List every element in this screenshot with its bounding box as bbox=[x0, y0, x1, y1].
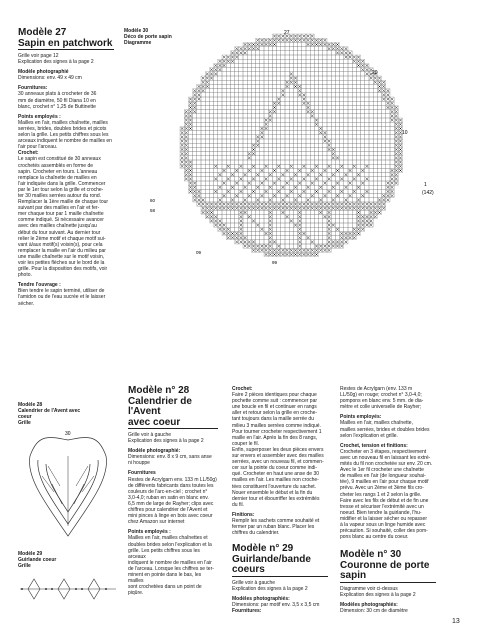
crochet-line: pochette comme suit : commencer par bbox=[232, 398, 318, 405]
crochet-line: tées constituent l'ouverture du sachet. bbox=[232, 483, 317, 490]
crochet-line: remplacer la maille en l'air du milieu par bbox=[18, 247, 106, 254]
crochet-line: Nouer ensemble le début et la fin du bbox=[232, 489, 313, 496]
crochet-line: aller et retour selon la grille en croche- bbox=[232, 410, 318, 417]
crochet-line: mer chaque tour par 1 maille chaînette bbox=[18, 211, 104, 218]
finitions-text bbox=[232, 518, 328, 536]
supplies-line: chiffres pour calendrier de l'Avent et bbox=[128, 507, 208, 514]
photo-heading: Modèle photographié bbox=[18, 69, 69, 76]
row-number: 20 bbox=[372, 70, 378, 76]
sketch-28-subtitle-2: coeur bbox=[18, 414, 32, 420]
crochet-line: couper le fil. bbox=[232, 440, 259, 447]
points-line: serrées, brides, doubles brides et picots bbox=[18, 125, 107, 132]
crochet-line: remplace la chaînette de mailles en bbox=[18, 174, 97, 181]
tendre-line: Bien tendre le sapin terminé, utiliser de bbox=[18, 288, 105, 295]
row-number: 60 bbox=[150, 198, 156, 203]
points-line: sont crochetées dans un point de piqûre. bbox=[128, 584, 202, 597]
right-column bbox=[340, 386, 436, 614]
points-line: l'air pour l'arceau. bbox=[18, 144, 58, 151]
sketches-area bbox=[18, 402, 118, 614]
crochet-text bbox=[232, 392, 328, 508]
supplies-heading: Fournitures: bbox=[232, 608, 262, 615]
meta-line: Explication des signes à la page 2 bbox=[18, 59, 94, 66]
crochet-line: maille en l'air. Après la fin des 8 rangs, bbox=[232, 434, 318, 441]
points-line: doubles brides selon l'explication et la bbox=[128, 541, 212, 548]
model-28-subtitle-2: avec coeur bbox=[128, 418, 218, 430]
points-line: grille. Les petits chiffres sous les arceaux bbox=[128, 547, 200, 560]
crochet-line: tresse et sécuriser l'extrémité avec un bbox=[340, 503, 424, 510]
crochet-line: une maille chaînette sur le motif voisin, bbox=[18, 253, 105, 260]
model-29-subtitle: Guirlande/bande bbox=[232, 553, 311, 565]
crochet-line: suivant par des mailles en l'air et fer- bbox=[18, 205, 100, 212]
sketch-29-title: Modèle 29 bbox=[18, 551, 43, 557]
model-30-subtitle: Couronne de porte bbox=[340, 559, 430, 571]
model-27-subtitle: Sapin en patchwork bbox=[18, 37, 113, 49]
crochet-line: Pour tourner crocheter respectivement 1 bbox=[232, 428, 322, 435]
model-29-subtitle-2: coeurs bbox=[232, 565, 328, 577]
tendre-line: l'amidon ou de l'eau sucrée et le laisser bbox=[18, 294, 106, 301]
supplies-line: mètre et colle universelle de Rayher; bbox=[340, 404, 422, 411]
points-line: de l'arceau. Lorsque les chiffres se ter- bbox=[128, 565, 214, 572]
photo-heading: Modèles photographiés: bbox=[232, 595, 290, 602]
model-30-title: Modèle n° 30 bbox=[340, 549, 402, 561]
crochet-line: une boucle en fil et continuer en rangs bbox=[232, 404, 317, 411]
supplies-line: pompons en blanc env. 5 mm. de dia- bbox=[340, 398, 424, 405]
supplies-line: 6,5 mm de large de Rayher; clips avec bbox=[128, 500, 214, 507]
row-number: 58 bbox=[150, 208, 156, 213]
crochet-line: précaution. Si souhaité, coller des pom- bbox=[340, 528, 428, 535]
crochet-line: du fil. bbox=[232, 501, 244, 508]
crochet-line: l'air indiquée dans la grille. Commencer bbox=[18, 180, 106, 187]
supplies-line: 30 anneaux plats à crocheter de 36 bbox=[18, 91, 97, 98]
tendre-heading: Tendre l'ouvrage : bbox=[18, 282, 61, 289]
crochet-line: Faire avec les fils de début et de fin une bbox=[340, 497, 429, 504]
meta-line: Grille voir page 12 bbox=[18, 53, 59, 59]
points-text bbox=[340, 420, 436, 438]
points-heading: Points employés : bbox=[18, 113, 61, 120]
crochet-text bbox=[18, 156, 114, 278]
crochet-line: photo. bbox=[18, 272, 32, 279]
crochet-line: Crocheter en 3 étapes, respectivement bbox=[340, 448, 427, 455]
photo-line: Dimension: 30 cm de diamètre bbox=[340, 608, 408, 615]
crochet-line: tant toujours dans la maille serrée du bbox=[232, 416, 314, 423]
sketch-29-subtitle: Guirlande coeur bbox=[18, 557, 57, 563]
points-line: minent en pointe dans le bas, les mailles bbox=[128, 571, 202, 585]
model-29-title: Modèle n° 29 bbox=[232, 543, 294, 555]
model-28-subtitle: Calendrier de l'Avent bbox=[128, 395, 192, 417]
supplies-line: 3,0-4,0; ruban en satin en blanc env. bbox=[128, 494, 209, 501]
crochet-line: avec un nouveau fil en laissant les extré- bbox=[340, 454, 431, 461]
crochet-column bbox=[232, 386, 328, 614]
tendre-line: sécher. bbox=[18, 300, 35, 307]
crochet-line: ter 30 mailles serrées autour du rond. bbox=[18, 192, 102, 199]
crochet-line: grille. Pour la disposition des motifs, voir bbox=[18, 266, 108, 273]
meta-line: Diagramme voir ci-dessus bbox=[340, 585, 398, 592]
supplies-text bbox=[340, 386, 436, 410]
meta-line: Grille voir à gauche bbox=[128, 432, 172, 438]
supplies-line: mm de diamètre, 50 fil Diana 10 en bbox=[18, 97, 96, 104]
crochet-line: début du tour suivant. Au dernier tour bbox=[18, 229, 101, 236]
model-27-column bbox=[18, 28, 114, 307]
crochet-line: dernier tour et ébourriffer les extrémités bbox=[232, 495, 320, 502]
photo-line: Dimensions: par motif env. 3,5 x 3,5 cm bbox=[232, 602, 320, 609]
crochet-line: relier le 2ème motif et chaque motif sui- bbox=[18, 235, 106, 242]
finitions-heading: Finitions: bbox=[232, 511, 255, 518]
supplies-line: chez Amazon sur internet bbox=[128, 519, 185, 526]
crochet-line: serrées, avec un nouveau fil, et commen- bbox=[232, 459, 324, 466]
crochet-heading: Crochet: bbox=[232, 386, 253, 392]
supplies-line: mini pinces à linge en bois avec coeur bbox=[128, 513, 213, 520]
finitions-line: Remplir les sachets comme souhaité et bbox=[232, 517, 320, 524]
photo-line: Dimensions: env. 8 x 9 cm, sans anse bbox=[128, 454, 212, 461]
photo-line: ni houppe bbox=[128, 460, 150, 467]
page-number: 13 bbox=[452, 618, 460, 625]
points-line: arceaux indiquent le nombre de mailles en bbox=[18, 138, 112, 145]
row-number: 09 bbox=[196, 250, 202, 255]
crochet-line: par le 1er tour selon la grille et croche- bbox=[18, 186, 104, 193]
points-heading: Points employés : bbox=[128, 529, 171, 536]
points-text bbox=[128, 535, 218, 596]
supplies-heading: Fournitures bbox=[128, 470, 156, 477]
points-line: selon la grille. Les petits chiffres sous les bbox=[18, 132, 109, 139]
sketch-28-subtitle: Calendrier de l'Avent avec bbox=[18, 408, 81, 414]
points-line: Mailles en l'air, mailles chaînette, bbox=[340, 420, 413, 427]
meta-line: Grille voir à gauche bbox=[232, 579, 276, 586]
sketch-number: 30 bbox=[65, 431, 71, 437]
crochet-line: qué. Crocheter en haut une anse de 30 bbox=[232, 471, 320, 478]
crochet-line: prévu. Avec un 2ème et 3ème fils cro- bbox=[340, 485, 424, 492]
crochet-heading: Crochet: bbox=[18, 150, 39, 157]
crochet-line: sur envers et assembler avec des mailles bbox=[232, 453, 324, 460]
crochet-line: de mailles en l'air (de longueur souhai- bbox=[340, 473, 426, 480]
supplies-line: blanc, crochet n° 1,25 de Buttinette bbox=[18, 103, 96, 110]
diagram-title: Modèle 30 bbox=[124, 28, 149, 34]
crochet-line: midifier et la laisser sécher ou repasser bbox=[340, 515, 427, 522]
meta-line: Explication des signes à la page 2 bbox=[232, 585, 308, 592]
crochet-line: crochetés assemblés en forme de bbox=[18, 162, 94, 169]
crochet-line: vant à/aux motif(s) voisin(s), pour cela bbox=[18, 241, 103, 248]
model-27-title: Modèle 27 bbox=[18, 27, 67, 38]
finitions-line: chiffres du calendrier. bbox=[232, 530, 280, 537]
supplies-text bbox=[128, 477, 218, 526]
crochet-line: Le sapin est constitué de 30 anneaux bbox=[18, 156, 101, 163]
points-line: selon l'explication et grille. bbox=[340, 432, 398, 439]
crochet-line: cer sur la pointe du coeur comme indi- bbox=[232, 465, 318, 472]
supplies-line: couleurs de l'arc-en-ciel ; crochet n° bbox=[128, 488, 208, 495]
crochet-line: Remplacer la 1ère maille de chaque tour bbox=[18, 199, 109, 206]
crochet-line: Avec le 1er fil crocheter une chaînette bbox=[340, 467, 424, 474]
crochet-line: Enfin, superposer les deux pièces envers bbox=[232, 446, 324, 453]
diagram-type: Diagramme bbox=[124, 40, 152, 47]
points-line: indiquent le nombre de mailles en l'air bbox=[128, 559, 212, 566]
crochet-line: noeud. Bien tendre la guirlande, l'hu- bbox=[340, 509, 422, 516]
photo-heading: Modèles photographiés: bbox=[340, 601, 398, 608]
finitions-line: fermer par un ruban blanc. Placer les bbox=[232, 524, 315, 531]
heart-crochet-sketch bbox=[18, 426, 118, 546]
model-28-title: Modèle n° 28 bbox=[128, 385, 190, 396]
crochet-heading: Crochet, tension et finitions: bbox=[340, 442, 408, 449]
crochet-line: avec des mailles chaînette jusqu'au bbox=[18, 223, 97, 230]
crochet-line: tée), 9 mailles en l'air pour chaque motif bbox=[340, 479, 429, 486]
supplies-line: Restes de Acrylgarn env. 133 m LL/50g) bbox=[128, 476, 217, 483]
crochet-line: pons blanc au centre du coeur. bbox=[340, 534, 409, 541]
points-line: Mailles en l'air, mailles chaînette, mailles bbox=[18, 119, 108, 126]
sketch-28-grid-label: Grille bbox=[18, 420, 31, 426]
row-number: 99 bbox=[272, 260, 278, 265]
supplies-heading: Fournitures: bbox=[18, 85, 48, 92]
crochet-line: mailles en l'air. Les mailles non croche- bbox=[232, 477, 319, 484]
row-count: (142) bbox=[422, 190, 434, 196]
crochet-line: cheter les rangs 1 et 2 selon la grille. bbox=[340, 491, 422, 498]
photo-dims: Dimensions: env. 49 x 49 cm bbox=[18, 75, 82, 82]
meta-line: Explication des signes à la page 2 bbox=[128, 438, 204, 445]
garland-crochet-sketch bbox=[18, 569, 118, 609]
photo-heading: Modèle photographié: bbox=[128, 448, 181, 455]
sketch-28-title: Modèle 28 bbox=[18, 402, 43, 408]
diagram-subtitle: Déco de porte sapin bbox=[124, 34, 172, 41]
model-30-subtitle-2: sapin bbox=[340, 571, 436, 583]
crochet-line: mités du fil non crochetée sur env. 20 cm. bbox=[340, 461, 433, 468]
crochet-chart-diagram bbox=[152, 28, 442, 266]
crochet-line: voir les petites flèches sur le bord de la bbox=[18, 260, 105, 266]
sketch-29-grid-label: Grille bbox=[18, 563, 31, 569]
points-line: Mailles en l'air, mailles chaînettes et bbox=[128, 535, 208, 542]
crochet-text bbox=[340, 449, 436, 540]
meta-line: Explication des signes à la page 2 bbox=[340, 591, 416, 598]
supplies-line: de différents fabricants dans toutes les bbox=[128, 482, 214, 489]
crochet-line: milieu 3 mailles serrées comme indiqué. bbox=[232, 422, 321, 429]
supplies-line: LL/50g) en rouge; crochet n° 3,0-4,0; bbox=[340, 392, 422, 399]
row-number: 10 bbox=[402, 130, 408, 136]
model-28-column bbox=[128, 386, 218, 596]
crochet-line: Faire 2 pièces identiques pour chaque bbox=[232, 392, 317, 399]
crochet-line: comme indiqué. Si nécessaire avancer bbox=[18, 217, 104, 224]
crochet-line: sapin. Crocheter en tours. L'anneau bbox=[18, 168, 98, 175]
points-heading: Points employés: bbox=[340, 414, 382, 421]
crochet-line: à la vapeur sous un linge humide avec bbox=[340, 521, 426, 528]
points-line: mailles serrées, brides et doubles brides bbox=[340, 426, 430, 433]
supplies-line: Restes de Acrylgarn (env. 133 m bbox=[340, 386, 413, 392]
row-number: 27 bbox=[284, 30, 290, 36]
row-number: 1 bbox=[424, 182, 427, 188]
